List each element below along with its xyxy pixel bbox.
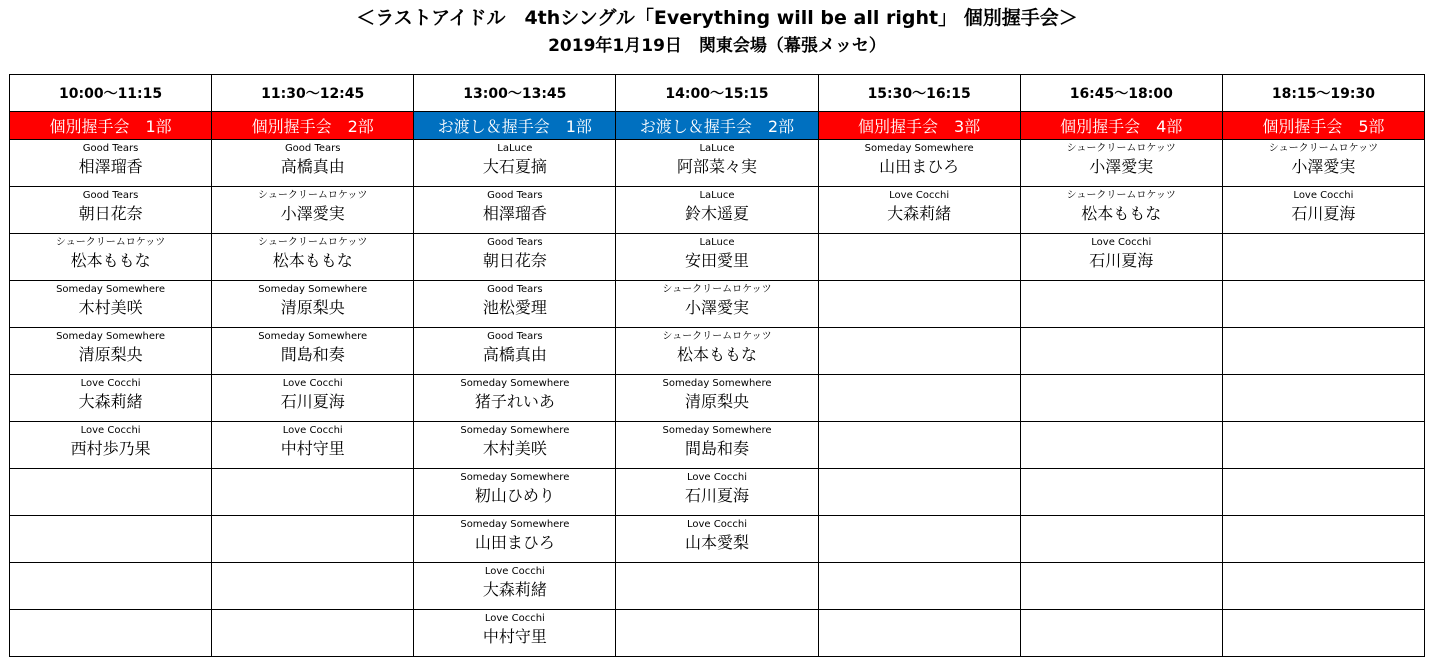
table-cell [10, 234, 212, 281]
time-slot-header: 15:30〜16:15 [818, 75, 1020, 112]
table-cell [818, 140, 1020, 187]
group-name: Good Tears [487, 284, 543, 295]
group-name: Good Tears [487, 237, 543, 248]
table-cell [1020, 516, 1222, 563]
group-name: Love Cocchi [889, 190, 950, 201]
group-name: Good Tears [284, 143, 341, 154]
table-cell [818, 469, 1020, 516]
member-name: 清原梨央 [684, 392, 749, 411]
table-cell [818, 375, 1020, 422]
group-name: Love Cocchi [282, 425, 343, 436]
member-name: 間島和奏 [684, 439, 749, 458]
table-cell [212, 140, 414, 187]
group-name: LaLuce [699, 237, 735, 248]
member-name: 石川夏海 [1089, 251, 1154, 270]
group-name: Love Cocchi [282, 378, 343, 389]
table-cell [414, 516, 616, 563]
table-row [10, 234, 1425, 281]
group-name: Love Cocchi [1091, 237, 1152, 248]
table-cell [10, 187, 212, 234]
table-cell [1222, 140, 1424, 187]
member-name: 木村美咲 [78, 298, 143, 317]
table-cell [1020, 328, 1222, 375]
session-label: お渡し＆握手会 2部 [616, 112, 818, 140]
group-name: Love Cocchi [1293, 190, 1354, 201]
group-name: シュークリームロケッツ [662, 331, 772, 342]
table-cell [414, 328, 616, 375]
table-row [10, 563, 1425, 610]
group-name: Someday Somewhere [56, 284, 166, 295]
table-cell [1020, 469, 1222, 516]
table-cell [212, 375, 414, 422]
member-name: 松本ももな [70, 251, 151, 270]
table-cell [616, 469, 818, 516]
table-cell [818, 328, 1020, 375]
table-cell [818, 234, 1020, 281]
table-cell [616, 375, 818, 422]
table-row [10, 516, 1425, 563]
table-cell [1222, 469, 1424, 516]
member-name: 松本ももな [1081, 204, 1162, 223]
member-name: 中村守里 [280, 439, 345, 458]
table-cell [212, 234, 414, 281]
group-name: Someday Somewhere [460, 378, 570, 389]
table-cell [414, 140, 616, 187]
session-label: 個別握手会 3部 [818, 112, 1020, 140]
session-label: 個別握手会 5部 [1222, 112, 1424, 140]
table-cell [414, 187, 616, 234]
member-name: 清原梨央 [280, 298, 345, 317]
member-name: 阿部菜々実 [676, 157, 757, 176]
table-cell [212, 469, 414, 516]
member-name: 大森莉緒 [78, 392, 143, 411]
table-cell [616, 140, 818, 187]
member-name: 高橋真由 [482, 345, 547, 364]
group-name: LaLuce [699, 190, 735, 201]
table-cell [616, 234, 818, 281]
member-name: 木村美咲 [482, 439, 547, 458]
member-name: 籾山ひめり [474, 486, 555, 505]
table-cell [10, 281, 212, 328]
table-cell [212, 281, 414, 328]
group-name: Someday Somewhere [258, 284, 368, 295]
member-name: 鈴木遥夏 [684, 204, 749, 223]
table-cell [1222, 375, 1424, 422]
table-cell [414, 375, 616, 422]
member-name: 中村守里 [482, 627, 547, 646]
schedule-table [9, 74, 1425, 657]
member-name: 大森莉緒 [887, 204, 952, 223]
table-cell [414, 610, 616, 657]
table-cell [10, 375, 212, 422]
group-name: Someday Somewhere [460, 472, 570, 483]
group-name: Good Tears [82, 143, 139, 154]
table-row [10, 281, 1425, 328]
group-name: Love Cocchi [484, 566, 545, 577]
table-cell [10, 422, 212, 469]
time-slot-header: 11:30〜12:45 [212, 75, 414, 112]
table-cell [414, 469, 616, 516]
page-title: ＜ラストアイドル 4thシングル「Everything will be all right」 個別握手会＞ [356, 7, 1078, 29]
group-name: Someday Somewhere [460, 519, 570, 530]
table-cell [10, 469, 212, 516]
group-name: シュークリームロケッツ [258, 190, 368, 201]
table-cell [818, 516, 1020, 563]
group-name: Good Tears [82, 190, 139, 201]
table-cell [1020, 375, 1222, 422]
member-name: 安田愛里 [684, 251, 749, 270]
schedule-body [10, 140, 1425, 657]
table-cell [10, 328, 212, 375]
group-name: Someday Somewhere [662, 378, 772, 389]
group-name: Good Tears [487, 190, 543, 201]
member-name: 小澤愛実 [1089, 157, 1154, 176]
member-name: 山田まひろ [474, 533, 555, 552]
table-row [10, 469, 1425, 516]
table-cell [1222, 563, 1424, 610]
table-row [10, 422, 1425, 469]
table-cell [10, 610, 212, 657]
group-name: Love Cocchi [687, 519, 747, 530]
member-name: 池松愛理 [482, 298, 547, 317]
member-name: 清原梨央 [78, 345, 143, 364]
table-cell [616, 422, 818, 469]
table-cell [818, 187, 1020, 234]
table-cell [1020, 281, 1222, 328]
table-cell [818, 422, 1020, 469]
group-name: Someday Somewhere [258, 331, 368, 342]
member-name: 朝日花奈 [78, 204, 143, 223]
table-row [10, 375, 1425, 422]
member-name: 大森莉緒 [482, 580, 547, 599]
member-name: 相澤瑠香 [482, 204, 547, 223]
table-cell [414, 563, 616, 610]
member-name: 山田まひろ [879, 157, 960, 176]
table-cell [212, 516, 414, 563]
table-cell [1020, 234, 1222, 281]
group-name: LaLuce [699, 143, 735, 154]
member-name: 石川夏海 [280, 392, 345, 411]
table-cell [616, 610, 818, 657]
table-cell [616, 328, 818, 375]
table-cell [1222, 234, 1424, 281]
time-slot-header: 16:45〜18:00 [1020, 75, 1222, 112]
table-cell [10, 140, 212, 187]
member-name: 松本ももな [272, 251, 353, 270]
time-slot-header: 13:00〜13:45 [414, 75, 616, 112]
group-name: Someday Somewhere [460, 425, 570, 436]
group-name: Love Cocchi [80, 378, 141, 389]
group-name: Someday Somewhere [56, 331, 166, 342]
table-row [10, 610, 1425, 657]
table-cell [212, 563, 414, 610]
table-cell [616, 563, 818, 610]
table-cell [1222, 516, 1424, 563]
table-cell [1222, 422, 1424, 469]
member-name: 猪子れいあ [474, 392, 555, 411]
table-cell [1222, 328, 1424, 375]
member-name: 小澤愛実 [280, 204, 345, 223]
session-label: お渡し＆握手会 1部 [414, 112, 616, 140]
session-label: 個別握手会 4部 [1020, 112, 1222, 140]
member-name: 西村歩乃果 [70, 439, 151, 458]
member-name: 松本ももな [676, 345, 757, 364]
table-cell [616, 516, 818, 563]
session-header-row [10, 112, 1425, 140]
table-cell [212, 610, 414, 657]
table-cell [616, 281, 818, 328]
group-name: シュークリームロケッツ [1066, 190, 1176, 201]
table-cell [818, 281, 1020, 328]
group-name: Someday Somewhere [864, 143, 974, 154]
table-cell [1020, 610, 1222, 657]
table-cell [212, 328, 414, 375]
table-cell [414, 281, 616, 328]
group-name: LaLuce [497, 143, 533, 154]
member-name: 山本愛梨 [684, 533, 749, 552]
session-label: 個別握手会 1部 [10, 112, 212, 140]
group-name: Good Tears [487, 331, 543, 342]
member-name: 大石夏摘 [482, 157, 547, 176]
table-cell [818, 563, 1020, 610]
member-name: 石川夏海 [1291, 204, 1356, 223]
member-name: 小澤愛実 [1291, 157, 1356, 176]
group-name: シュークリームロケッツ [662, 284, 772, 295]
group-name: シュークリームロケッツ [1268, 143, 1379, 154]
group-name: Love Cocchi [484, 613, 545, 624]
member-name: 間島和奏 [280, 345, 345, 364]
time-slot-header: 10:00〜11:15 [10, 75, 212, 112]
group-name: Someday Somewhere [662, 425, 772, 436]
table-row [10, 187, 1425, 234]
table-cell [10, 563, 212, 610]
member-name: 小澤愛実 [684, 298, 749, 317]
member-name: 相澤瑠香 [78, 157, 143, 176]
time-slot-header: 18:15〜19:30 [1222, 75, 1424, 112]
table-cell [1222, 610, 1424, 657]
table-row [10, 140, 1425, 187]
group-name: Love Cocchi [687, 472, 747, 483]
table-row [10, 328, 1425, 375]
member-name: 石川夏海 [684, 486, 749, 505]
group-name: Love Cocchi [80, 425, 141, 436]
member-name: 朝日花奈 [482, 251, 547, 270]
table-cell [1222, 187, 1424, 234]
member-name: 高橋真由 [280, 157, 345, 176]
table-cell [1020, 140, 1222, 187]
table-cell [1222, 281, 1424, 328]
table-cell [414, 234, 616, 281]
table-cell [414, 422, 616, 469]
group-name: シュークリームロケッツ [55, 237, 166, 248]
time-header-row [10, 75, 1425, 112]
session-label: 個別握手会 2部 [212, 112, 414, 140]
table-cell [1020, 563, 1222, 610]
table-cell [1020, 187, 1222, 234]
page-subtitle: 2019年1月19日 関東会場（幕張メッセ） [548, 36, 886, 56]
table-cell [818, 610, 1020, 657]
time-slot-header: 14:00〜15:15 [616, 75, 818, 112]
table-cell [10, 516, 212, 563]
table-cell [1020, 422, 1222, 469]
group-name: シュークリームロケッツ [258, 237, 368, 248]
table-cell [616, 187, 818, 234]
group-name: シュークリームロケッツ [1066, 143, 1176, 154]
table-cell [212, 187, 414, 234]
table-cell [212, 422, 414, 469]
